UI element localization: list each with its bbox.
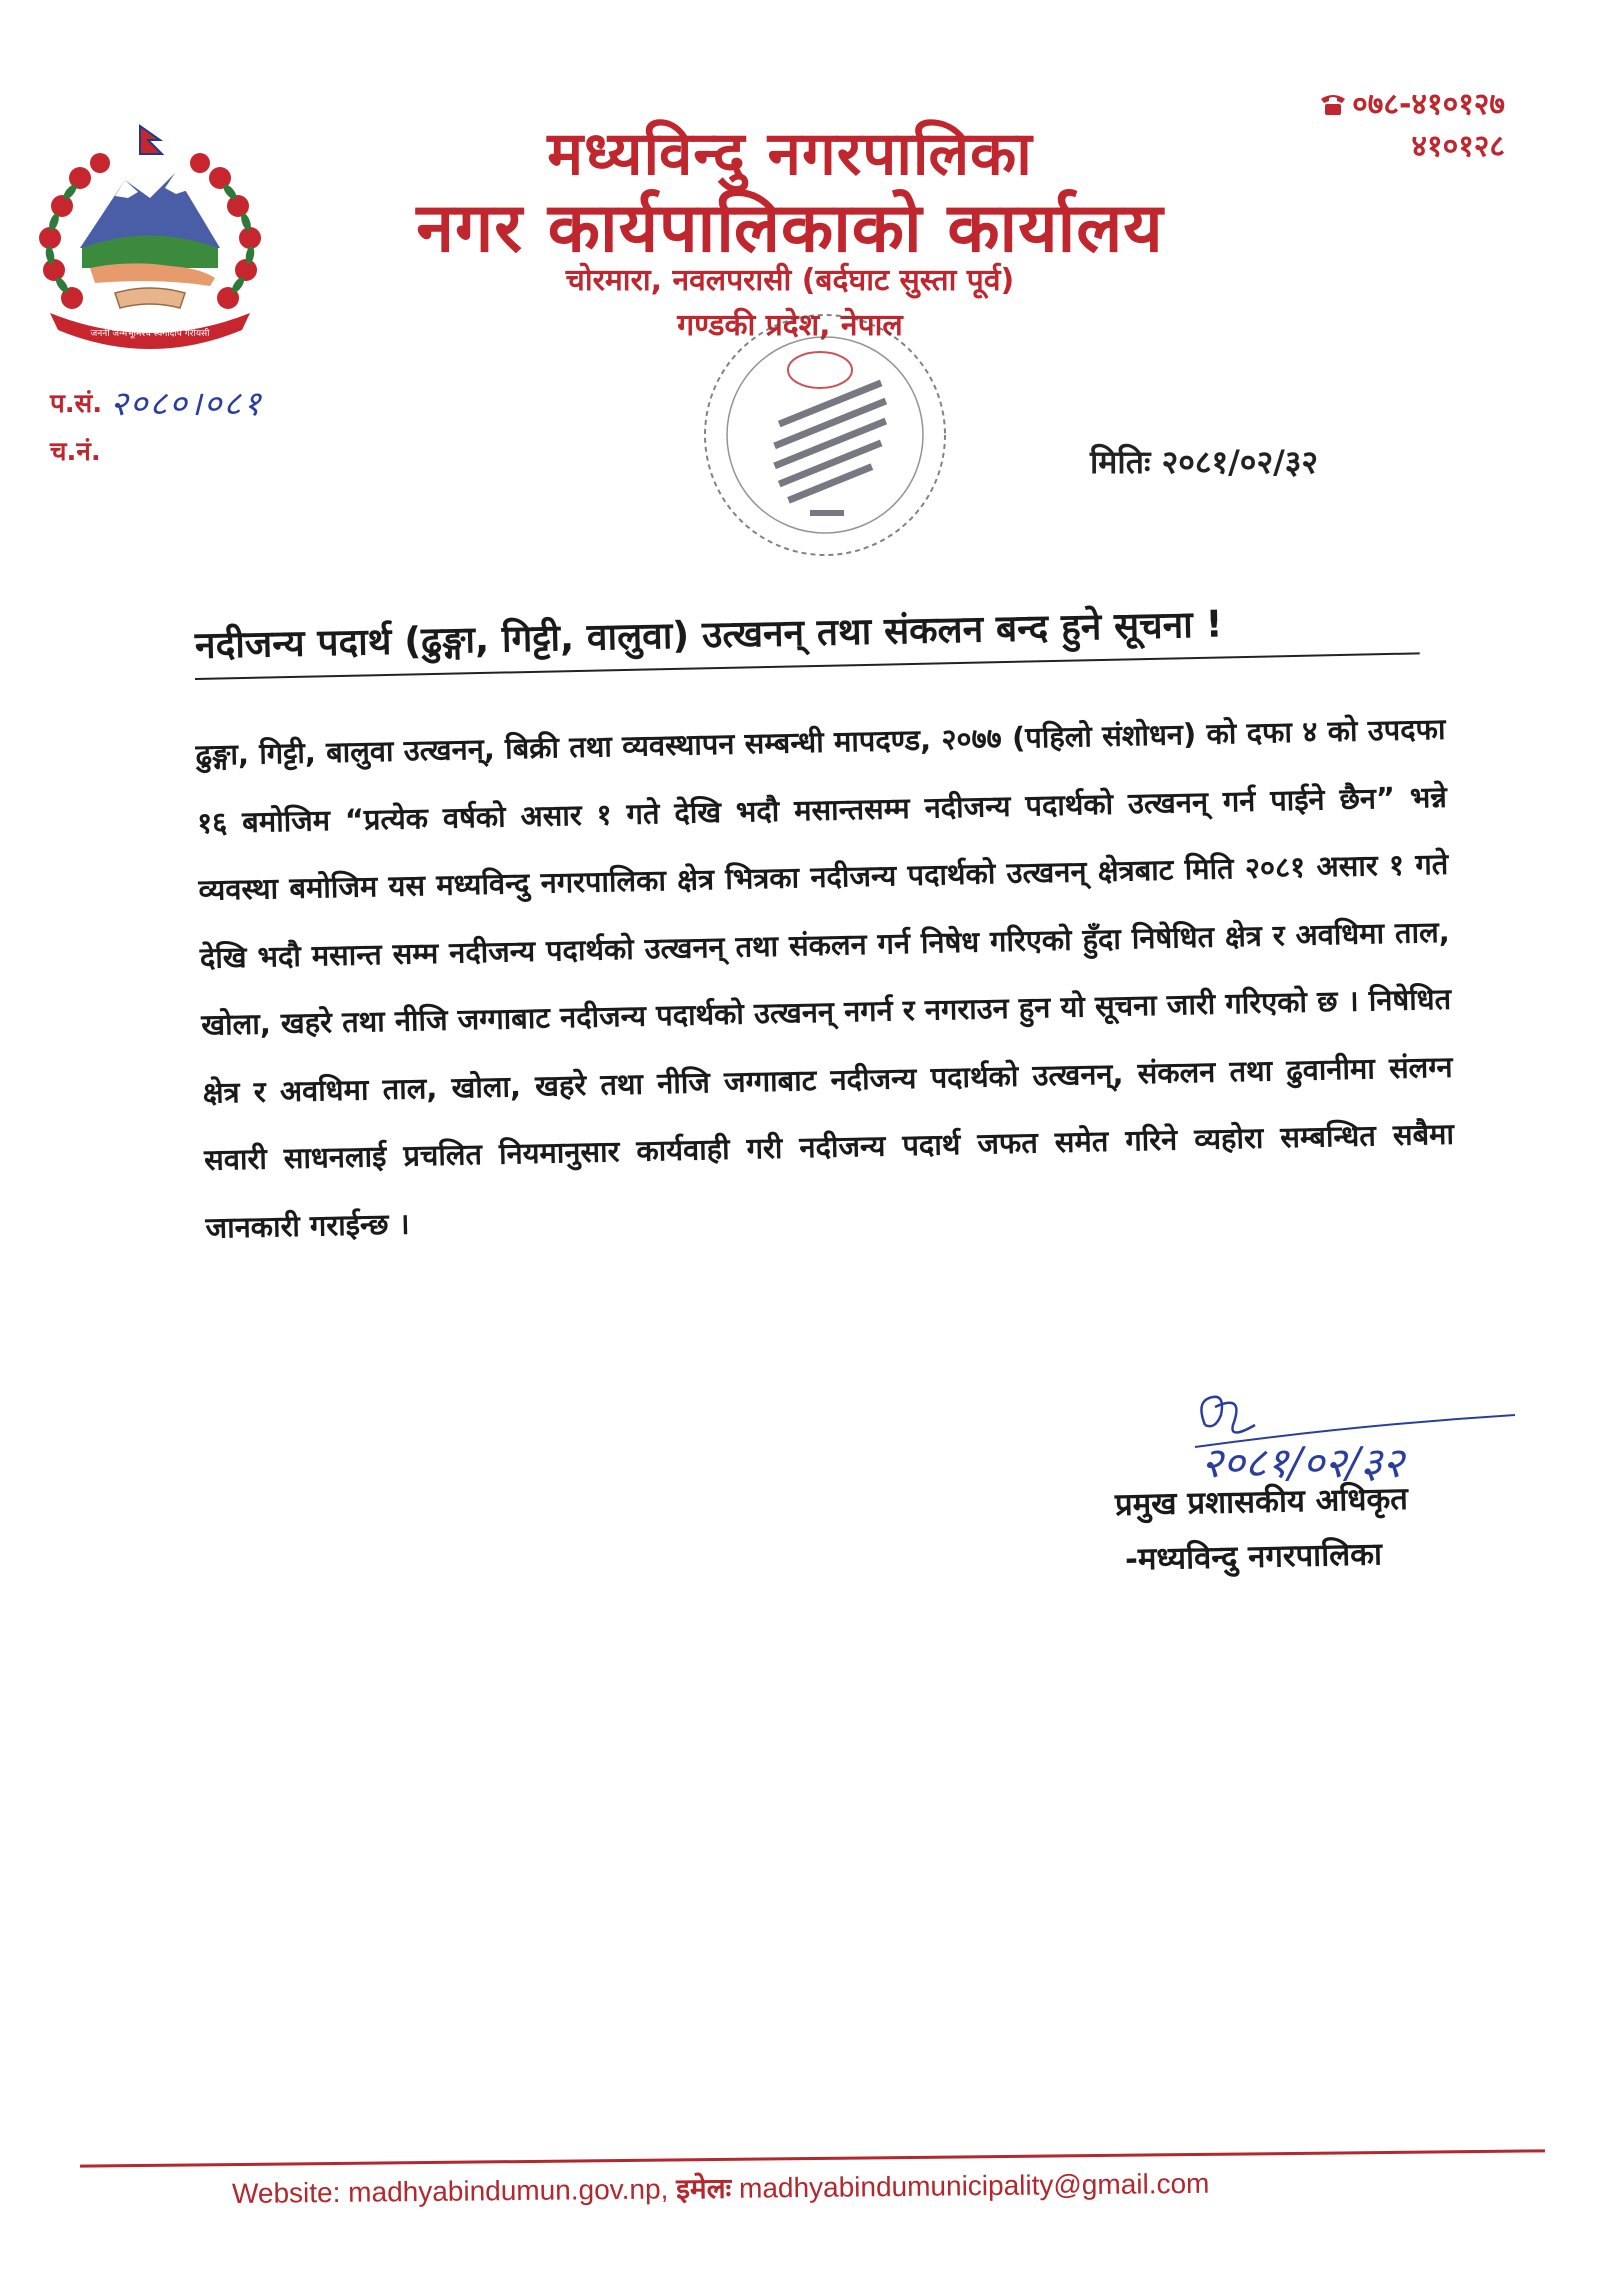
emblem-motto: जननी जन्मभूमिश्च स्वर्गादपि गरीयसी — [90, 329, 210, 339]
website-link[interactable]: madhyabindumun.gov.np, — [348, 2173, 669, 2208]
phone-number-1: ०७८-४१०१२७ — [1352, 87, 1505, 122]
date-value: २०८१/०२/३२ — [1161, 443, 1319, 481]
address-line-2: गण्डकी प्रदेश, नेपाल — [677, 308, 903, 343]
footer-contact — [232, 2164, 1210, 2212]
email-label: इमेलः — [675, 2172, 732, 2205]
municipality-name: मध्यविन्दु नगरपालिका — [547, 119, 1033, 189]
date-label: मितिः — [1090, 443, 1151, 481]
notice-body: ढुङ्गा, गिट्टी, बालुवा उत्खनन्, बिक्री तथा व्यवस्थापन सम्बन्धी मापदण्ड, २०७७ (पहिलो संशोधन) को दफा ४ को उपदफा १६ बमोजिम “प्रत्येक वर्षको असार १ गते देखि भदौ मसान्तसम्म नदीजन्य पदार्थको उत्खनन् गर्न पाईने छैन” भन्ने व्यवस्था बमोजिम यस मध्यविन्दु नगरपालिका क्षेत्र भित्रका नदीजन्य पदार्थको उत्खनन् क्षेत्रबाट मिति २०८१ असार १ गते देखि भदौ मसान्त सम्म नदीजन्य पदार्थको उत्खनन् तथा संकलन गर्न निषेध गरिएको हुँदा निषेधित क्षेत्र र अवधिमा ताल, खोला, खहरे तथा नीजि जग्गाबाट नदीजन्य पदार्थको उत्खनन् नगर्न र नगराउन हुन यो सूचना जारी गरिएको छ । निषेधित क्षेत्र र अवधिमा ताल, खोला, खहरे तथा नीजि जग्गाबाट नदीजन्य पदार्थको उत्खनन्, संकलन तथा ढुवानीमा संलग्न सवारी साधनलाई प्रचलित नियमानुसार कार्यवाही गरी नदीजन्य पदार्थ जफत समेत गरिने व्यहोरा सम्बन्धित सबैमा जानकारी गराईन्छ । — [195, 711, 1455, 1245]
notice-title: नदीजन्य पदार्थ (ढुङ्गा, गिट्टी, वालुवा) उत्खनन् तथा संकलन बन्द हुने सूचना ! — [194, 602, 1223, 667]
office-name: नगर कार्यपालिकाको कार्यालय — [416, 189, 1164, 268]
email-link[interactable]: madhyabindumunicipality@gmail.com — [738, 2167, 1210, 2204]
phone-line-1 — [1255, 84, 1505, 126]
reference-block — [50, 378, 263, 474]
phone-number-2: ४१०१२८ — [1411, 129, 1505, 164]
letter-date — [1090, 440, 1318, 483]
ps-value: २०८०।०८१ — [110, 384, 263, 424]
website-label: Website: — [231, 2176, 341, 2209]
telephone-icon — [1318, 91, 1348, 117]
signer-title: प्रमुख प्रशासकीय अधिकृत — [1114, 1480, 1409, 1524]
nepal-emblem-icon — [20, 118, 280, 358]
office-seal-stamp — [690, 300, 960, 570]
ps-label: प.सं. — [50, 389, 103, 419]
cn-label: च.नं. — [50, 437, 101, 467]
footer-divider — [80, 2149, 1545, 2167]
signature-date: २०८१/०२/३२ — [1201, 1438, 1405, 1487]
phone-block — [1255, 84, 1505, 168]
address-line-1: चोरमारा, नवलपरासी (बर्दघाट सुस्ता पूर्व) — [565, 263, 1015, 298]
signer-organization: -मध्यविन्दु नगरपालिका — [1124, 1536, 1383, 1578]
